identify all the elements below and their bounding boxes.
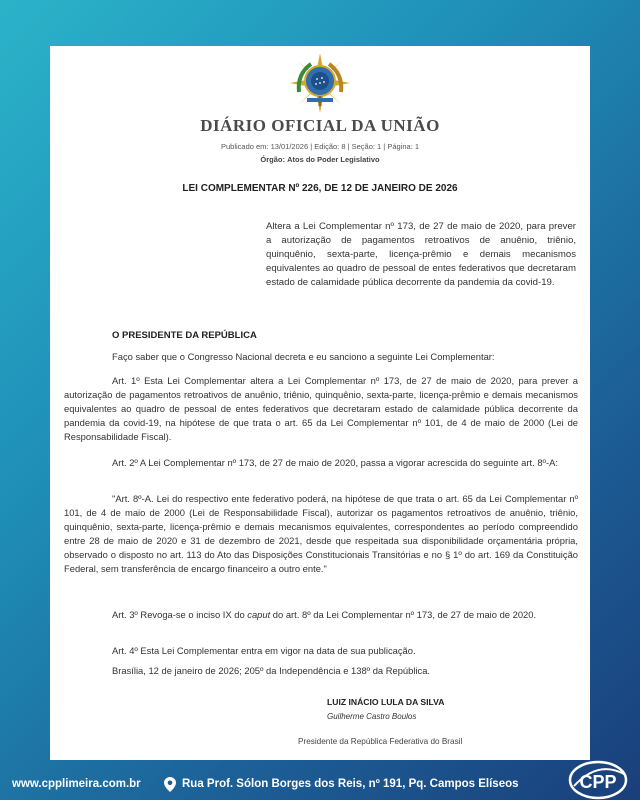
cpp-logo-text: CPP xyxy=(579,772,617,792)
article-1: Art. 1º Esta Lei Complementar altera a Lei Complementar nº 173, de 27 de maio de 2020, para prever a autorização de pagamentos retroativos de anuênio, triênio, quinquênio, sexta-parte, licença-prêmio e demais mecanismos equivalentes ao quadro de pessoal de entes federativos que decretaram estado de calamidade pública decorrente da pandemia da covid-19, na hipótese de que trata o art. 65 da Lei Complementar nº 101, de 4 de maio de 2000 (Lei de Responsabilidade Fiscal). xyxy=(64,375,578,442)
document-page xyxy=(50,46,590,760)
address-text: Rua Prof. Sólon Borges dos Reis, nº 191, Pq. Campos Elíseos xyxy=(182,778,519,790)
orgao-label: Órgão: xyxy=(260,155,285,164)
president-heading: O PRESIDENTE DA REPÚBLICA xyxy=(112,330,257,341)
orgao-value: Atos do Poder Legislativo xyxy=(287,155,380,164)
article-3-text-a: Art. 3º Revoga-se o inciso IX do xyxy=(112,609,248,620)
minister-signature: Guilherme Castro Boulos xyxy=(327,712,417,721)
article-3-text-b: do art. 8º da Lei Complementar nº 173, de 27 de maio de 2020. xyxy=(270,609,537,620)
law-ementa: Altera a Lei Complementar nº 173, de 27 de maio de 2020, para prever a autorização de pagamentos retroativos de anuênio, triênio, quinquênio, sexta-parte, licença-prêmio e demais mecanismos equivalentes ao quadro de pessoal de entes federativos que decretaram estado de calamidade pública decorrente da pandemia da covid-19. xyxy=(266,221,576,288)
closing-date: Brasília, 12 de janeiro de 2026; 205º da Independência e 138º da República. xyxy=(112,665,431,676)
article-3-caput: caput xyxy=(247,609,271,620)
article-3 xyxy=(64,608,578,622)
website-link[interactable]: www.cpplimeira.com.br xyxy=(12,778,141,790)
preamble-paragraph: Faço saber que o Congresso Nacional decreta e eu sanciono a seguinte Lei Complementar: xyxy=(112,351,495,362)
president-signature: LUIZ INÁCIO LULA DA SILVA xyxy=(327,697,445,707)
location-pin-icon xyxy=(164,777,176,792)
orgao-line xyxy=(50,155,590,164)
article-2: Art. 2º A Lei Complementar nº 173, de 27 de maio de 2020, passa a vigorar acrescida do seguinte art. 8º-A: xyxy=(112,457,558,468)
publication-meta: Publicado em: 13/01/2026 | Edição: 8 | Seção: 1 | Página: 1 xyxy=(220,142,420,151)
article-4: Art. 4º Esta Lei Complementar entra em vigor na data de sua publicação. xyxy=(112,645,416,656)
footer-bar xyxy=(0,770,640,800)
cpp-logo-icon xyxy=(566,756,630,800)
article-8a-quote: "Art. 8º-A. Lei do respectivo ente federativo poderá, na hipótese de que trata o art. 65 da Lei Complementar nº 101, de 4 de maio de 2000 (Lei de Responsabilidade Fiscal), autorizar os pagamentos retroativos de anuênio, triênio, quinquênio, sexta-parte, licença-prêmio e demais mecanismos equivalentes, correspondentes ao período compreendido entre 28 de maio de 2020 e 31 de dezembro de 2021, desde que respeitada sua disponibilidade orçamentária própria, observado o disposto no art. 113 do Ato das Disposições Constitucionais Transitórias e no § 1º do art. 169 da Constituição Federal, sem transferência de encargo financeiro a outro ente." xyxy=(64,493,578,574)
newspaper-title: DIÁRIO OFICIAL DA UNIÃO xyxy=(200,116,440,135)
brazil-coat-of-arms-icon xyxy=(289,52,351,114)
law-title: LEI COMPLEMENTAR Nº 226, DE 12 DE JANEIRO DE 2026 xyxy=(182,183,458,194)
president-role: Presidente da República Federativa do Brasil xyxy=(298,737,463,746)
